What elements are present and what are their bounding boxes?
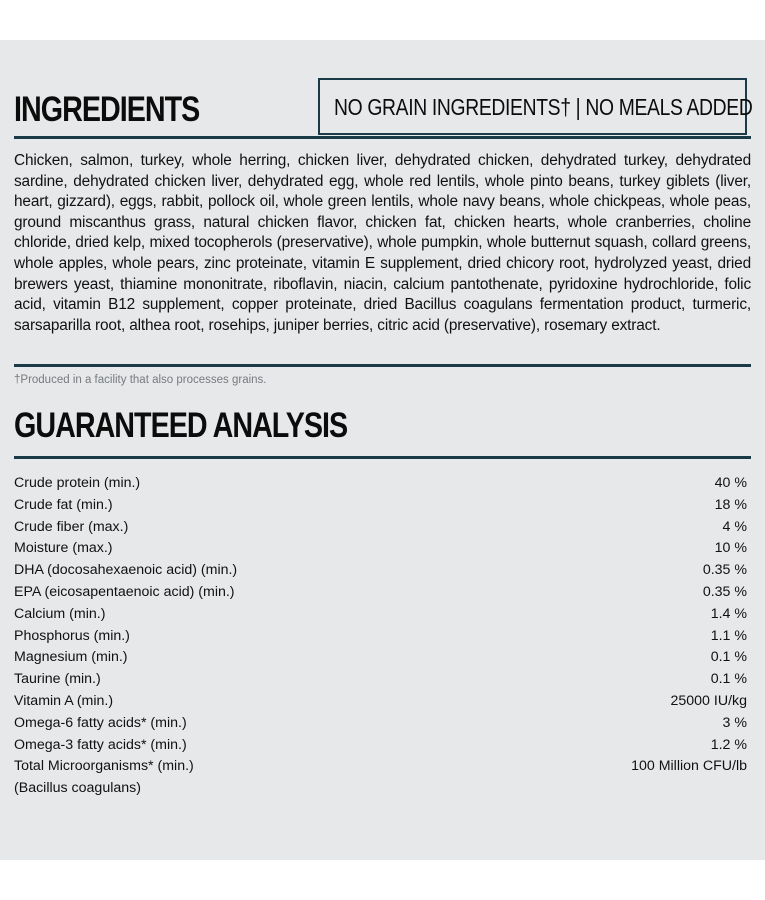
- ingredients-title: INGREDIENTS: [14, 90, 200, 129]
- analysis-nutrient-name: EPA (eicosapentaenoic acid) (min.): [14, 583, 235, 600]
- analysis-row: [14, 560, 747, 582]
- analysis-nutrient-value: 0.1 %: [710, 649, 747, 666]
- analysis-nutrient-value: 18 %: [714, 496, 747, 513]
- analysis-nutrient-value: 40 %: [714, 475, 747, 491]
- analysis-nutrient-value: 1.2 %: [710, 736, 747, 753]
- analysis-nutrient-name: Crude fat (min.): [14, 496, 113, 513]
- grain-notice-box: [318, 78, 753, 135]
- analysis-nutrient-name: Vitamin A (min.): [14, 692, 114, 709]
- grain-notice-text: NO GRAIN INGREDIENTS† | NO MEALS ADDED: [334, 94, 753, 120]
- analysis-row: [14, 495, 747, 517]
- analysis-nutrient-name: Total Microorganisms* (min.): [14, 758, 194, 775]
- analysis-nutrient-name: Moisture (max.): [14, 540, 113, 557]
- analysis-nutrient-value: 1.4 %: [710, 605, 747, 622]
- analysis-row: [14, 626, 747, 648]
- analysis-table: [14, 473, 747, 800]
- analysis-top-rule: [14, 456, 751, 459]
- analysis-nutrient-name: Magnesium (min.): [14, 649, 128, 666]
- analysis-row: [14, 735, 747, 757]
- analysis-row: [14, 582, 747, 604]
- analysis-nutrient-name: Omega-6 fatty acids* (min.): [14, 714, 187, 731]
- analysis-nutrient-value: 10 %: [714, 540, 747, 557]
- analysis-nutrient-value: 3 %: [722, 714, 747, 731]
- analysis-row: [14, 604, 747, 626]
- guaranteed-analysis-title: GUARANTEED ANALYSIS: [14, 406, 348, 445]
- ingredients-list-text: Chicken, salmon, turkey, whole herring, chicken liver, dehydrated chicken, dehydrated turkey, dehydrated sardine, dehydrated chicken liver, dehydrated egg, whole red lentils, whole pinto beans, turkey giblets (liver, heart, gizzard), eggs, rabbit, pollock oil, whole green lentils, whole navy beans, whole chickpeas, whole peas, ground miscanthus grass, natural chicken flavor, chicken fat, chicken hearts, whole cranberries, choline chloride, dried kelp, mixed tocopherols (preservative), whole pumpkin, whole butternut squash, collard greens, whole apples, whole pears, zinc proteinate, vitamin E supplement, dried chicory root, hydrolyzed yeast, dried brewers yeast, thiamine mononitrate, riboflavin, niacin, calcium pantothenate, pyridoxine hydrochloride, folic acid, vitamin B12 supplement, copper proteinate, dried Bacillus coagulans fermentation product, turmeric, sarsaparilla root, althea root, rosehips, juniper berries, citric acid (preservative), rosemary extract.: [14, 152, 751, 334]
- grain-facility-footnote: †Produced in a facility that also processes grains.: [14, 374, 267, 386]
- analysis-row: [14, 669, 747, 691]
- analysis-row: [14, 691, 747, 713]
- ingredients-bottom-rule: [14, 364, 751, 367]
- analysis-nutrient-value: 25000 IU/kg: [670, 692, 747, 709]
- analysis-nutrient-name: Phosphorus (min.): [14, 627, 130, 644]
- analysis-row: [14, 713, 747, 735]
- ingredients-top-rule: [14, 136, 751, 139]
- analysis-row: [14, 538, 747, 560]
- analysis-nutrient-name: (Bacillus coagulans): [14, 780, 141, 797]
- analysis-row: [14, 473, 747, 495]
- analysis-nutrient-value: 100 Million CFU/lb: [631, 758, 747, 775]
- analysis-nutrient-value: 0.1 %: [710, 671, 747, 688]
- analysis-nutrient-value: 0.35 %: [702, 562, 747, 579]
- analysis-row: [14, 517, 747, 539]
- analysis-row: [14, 756, 747, 778]
- analysis-row: [14, 647, 747, 669]
- analysis-nutrient-value: 0.35 %: [702, 583, 747, 600]
- analysis-nutrient-name: Omega-3 fatty acids* (min.): [14, 736, 187, 753]
- analysis-nutrient-name: Taurine (min.): [14, 671, 101, 688]
- analysis-nutrient-name: DHA (docosahexaenoic acid) (min.): [14, 562, 238, 579]
- analysis-row: [14, 778, 747, 800]
- analysis-nutrient-name: Crude protein (min.): [14, 475, 141, 491]
- analysis-nutrient-name: Calcium (min.): [14, 605, 106, 622]
- analysis-nutrient-value: 1.1 %: [710, 627, 747, 644]
- analysis-nutrient-name: Crude fiber (max.): [14, 518, 129, 535]
- ingredients-header: [14, 78, 751, 138]
- analysis-nutrient-value: 4 %: [722, 518, 747, 535]
